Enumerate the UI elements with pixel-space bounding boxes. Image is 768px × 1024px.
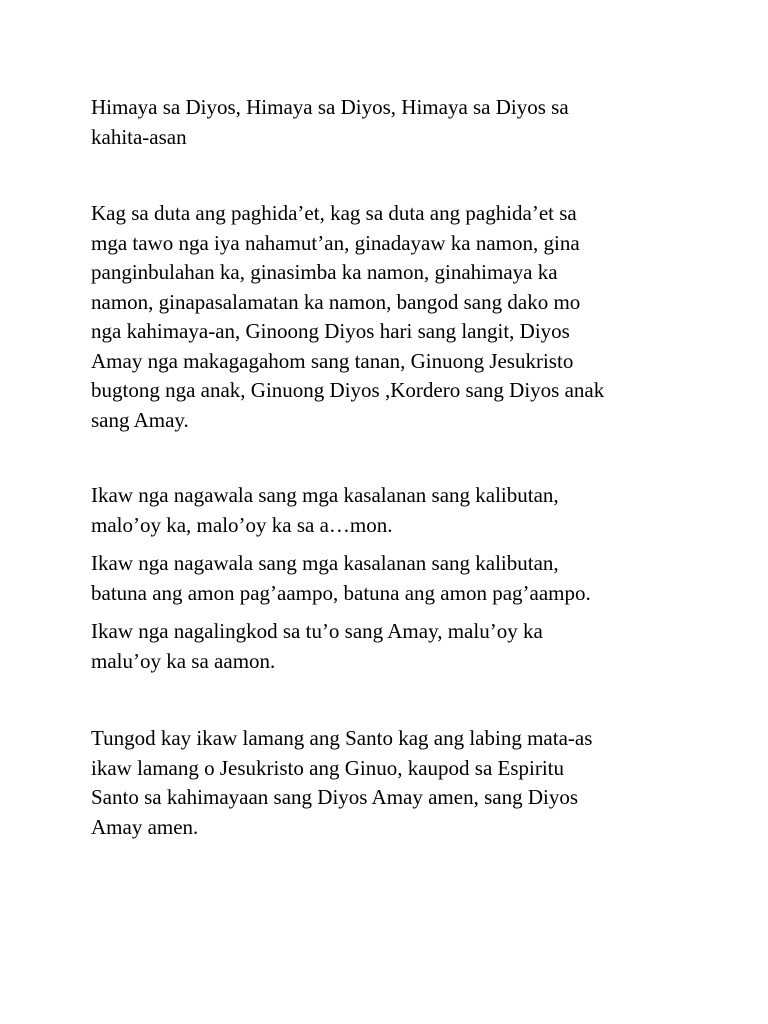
text-line: Tungod kay ikaw lamang ang Santo kag ang labing mata-as xyxy=(91,726,593,750)
text-line: Amay amen. xyxy=(91,814,199,839)
text-line: ikaw lamang o Jesukristo ang Ginuo, kaupod sa Espiritu xyxy=(91,755,565,780)
text-line: batuna ang amon pag’aampo, batuna ang amon pag’aampo. xyxy=(91,580,591,605)
text-line: Ikaw nga nagalingkod sa tu’o sang Amay, malu’oy ka xyxy=(91,619,543,643)
text-line: malu’oy ka sa aamon. xyxy=(91,648,276,673)
text-line: Amay nga makagagahom sang tanan, Ginuong Jesukristo xyxy=(91,348,574,373)
text-line: nga kahimaya-an, Ginoong Diyos hari sang langit, Diyos xyxy=(91,319,570,343)
text-line: namon, ginapasalamatan ka namon, bangod sang dako mo xyxy=(91,289,581,314)
paragraph-doxology xyxy=(91,724,691,842)
text-line: malo’oy ka, malo’oy ka sa a…mon. xyxy=(91,512,393,537)
text-line: sang Amay. xyxy=(91,407,189,432)
text-line: mga tawo nga iya nahamut’an, ginadayaw ka namon, gina xyxy=(91,230,580,255)
paragraph-lamb-mercy xyxy=(91,481,691,540)
text-line: panginbulahan ka, ginasimba ka namon, ginahimaya ka xyxy=(91,260,558,284)
paragraph-lamb-prayer xyxy=(91,549,691,608)
text-line: Ikaw nga nagawala sang mga kasalanan sang kalibutan, xyxy=(91,551,559,575)
text-line: bugtong nga anak, Ginuong Diyos ,Kordero sang Diyos anak xyxy=(91,378,605,402)
text-line: kahita-asan xyxy=(91,124,187,149)
text-line: Kag sa duta ang paghida’et, kag sa duta ang paghida’et sa xyxy=(91,201,577,225)
text-line: Ikaw nga nagawala sang mga kasalanan sang kalibutan, xyxy=(91,483,559,507)
text-line: Himaya sa Diyos, Himaya sa Diyos, Himaya sa Diyos sa xyxy=(91,95,569,119)
text-line: Santo sa kahimayaan sang Diyos Amay amen, sang Diyos xyxy=(91,785,578,809)
paragraph-seated-right-hand xyxy=(91,617,691,676)
paragraph-peace-on-earth xyxy=(91,199,691,435)
paragraph-gloria-opening xyxy=(91,93,691,152)
